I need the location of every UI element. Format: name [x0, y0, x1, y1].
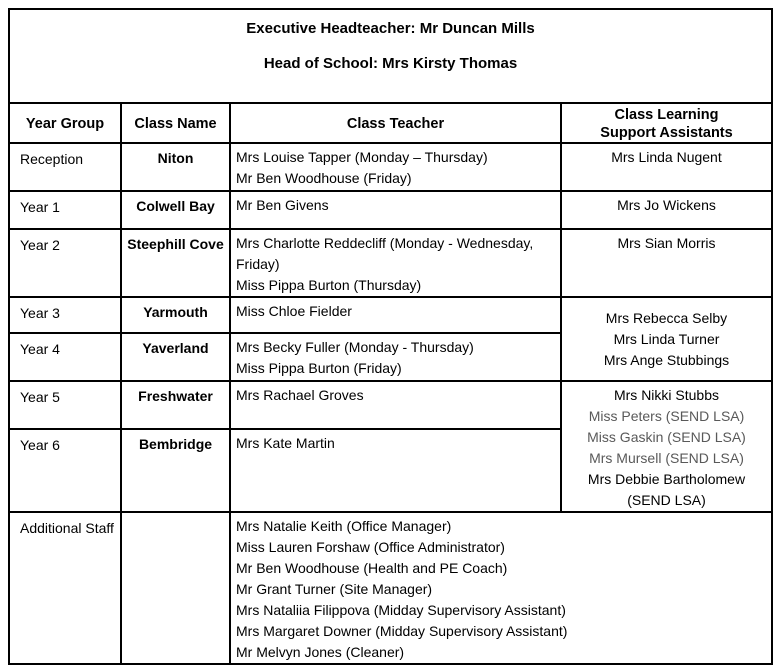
- year-group-cell: Year 3: [9, 297, 121, 333]
- class-name-cell: Bembridge: [121, 429, 230, 512]
- teacher-line: Mrs Louise Tapper (Monday – Thursday): [236, 149, 488, 165]
- year-group-cell: Year 5: [9, 381, 121, 429]
- table-row-year-3: [9, 297, 772, 333]
- column-header-row: [9, 103, 772, 143]
- class-name-cell: Colwell Bay: [121, 191, 230, 229]
- lsa-cell-years-3-4: [561, 297, 772, 381]
- lsa-line: Miss Gaskin (SEND LSA): [587, 429, 746, 445]
- year-group-cell: Year 6: [9, 429, 121, 512]
- staff-line: Mr Melvyn Jones (Cleaner): [236, 644, 405, 660]
- lsa-cell: Mrs Linda Nugent: [561, 143, 772, 191]
- table-row-year-5: [9, 381, 772, 429]
- lsa-cell-years-5-6: [561, 381, 772, 512]
- class-teacher-cell: [230, 297, 561, 333]
- lsa-line: Mrs Nikki Stubbs: [613, 387, 720, 403]
- teacher-line: Mrs Rachael Groves: [236, 387, 364, 403]
- lsa-cell: Mrs Sian Morris: [561, 229, 772, 297]
- table-row-additional-staff: [9, 512, 772, 664]
- lsa-line: Mrs Debbie Bartholomew (SEND LSA): [587, 471, 746, 508]
- class-teacher-cell: [230, 381, 561, 429]
- class-name-cell: Niton: [121, 143, 230, 191]
- lsa-cell: Mrs Jo Wickens: [561, 191, 772, 229]
- teacher-line: Miss Pippa Burton (Friday): [236, 360, 402, 376]
- head-of-school-title: Head of School: Mrs Kirsty Thomas: [263, 55, 518, 72]
- col-header-lsa-line1: Class Learning: [614, 107, 719, 123]
- staff-table: [8, 8, 773, 665]
- table-row-reception: [9, 143, 772, 191]
- year-group-cell: Year 1: [9, 191, 121, 229]
- document-header-cell: [9, 9, 772, 103]
- staff-line: Miss Lauren Forshaw (Office Administrator): [236, 539, 505, 555]
- year-group-cell: Year 2: [9, 229, 121, 297]
- staff-line: Mr Grant Turner (Site Manager): [236, 581, 433, 597]
- col-header-lsa-line2: Support Assistants: [600, 125, 733, 141]
- teacher-line: Miss Chloe Fielder: [236, 303, 352, 319]
- lsa-line: Miss Peters (SEND LSA): [588, 408, 745, 424]
- staff-line: Mr Ben Woodhouse (Health and PE Coach): [236, 560, 508, 576]
- class-name-cell: [121, 512, 230, 664]
- document-header-row: [9, 9, 772, 103]
- col-header-lsa: [561, 103, 772, 143]
- staff-line: Mrs Nataliia Filippova (Midday Supervisory Assistant): [236, 602, 566, 618]
- staff-line: Mrs Margaret Downer (Midday Supervisory Assistant): [236, 623, 568, 639]
- teacher-line: Mrs Charlotte Reddecliff (Monday - Wednesday, Friday): [236, 235, 534, 272]
- lsa-line: Mrs Linda Turner: [613, 330, 720, 347]
- teacher-line: Mr Ben Givens: [236, 197, 329, 213]
- year-group-cell: Year 4: [9, 333, 121, 381]
- class-teacher-cell: [230, 429, 561, 512]
- executive-headteacher-title: Executive Headteacher: Mr Duncan Mills: [246, 20, 535, 37]
- class-teacher-cell: [230, 229, 561, 297]
- additional-staff-cell: [230, 512, 772, 664]
- table-row-year-2: [9, 229, 772, 297]
- table-row-year-1: [9, 191, 772, 229]
- class-teacher-cell: [230, 191, 561, 229]
- class-name-cell: Steephill Cove: [121, 229, 230, 297]
- lsa-line: Mrs Rebecca Selby: [605, 309, 728, 326]
- class-name-cell: Yarmouth: [121, 297, 230, 333]
- class-name-cell: Freshwater: [121, 381, 230, 429]
- year-group-cell: Additional Staff: [9, 512, 121, 664]
- col-header-class-name: Class Name: [121, 103, 230, 143]
- teacher-line: Miss Pippa Burton (Thursday): [236, 277, 422, 293]
- teacher-line: Mrs Becky Fuller (Monday - Thursday): [236, 339, 474, 355]
- lsa-line: Mrs Ange Stubbings: [603, 351, 730, 368]
- staff-line: Mrs Natalie Keith (Office Manager): [236, 518, 452, 534]
- year-group-cell: Reception: [9, 143, 121, 191]
- class-name-cell: Yaverland: [121, 333, 230, 381]
- teacher-line: Mr Ben Woodhouse (Friday): [236, 170, 412, 186]
- lsa-line: Mrs Mursell (SEND LSA): [589, 450, 744, 466]
- col-header-year-group: Year Group: [9, 103, 121, 143]
- teacher-line: Mrs Kate Martin: [236, 435, 335, 452]
- class-teacher-cell: [230, 143, 561, 191]
- col-header-class-teacher: Class Teacher: [230, 103, 561, 143]
- class-teacher-cell: [230, 333, 561, 381]
